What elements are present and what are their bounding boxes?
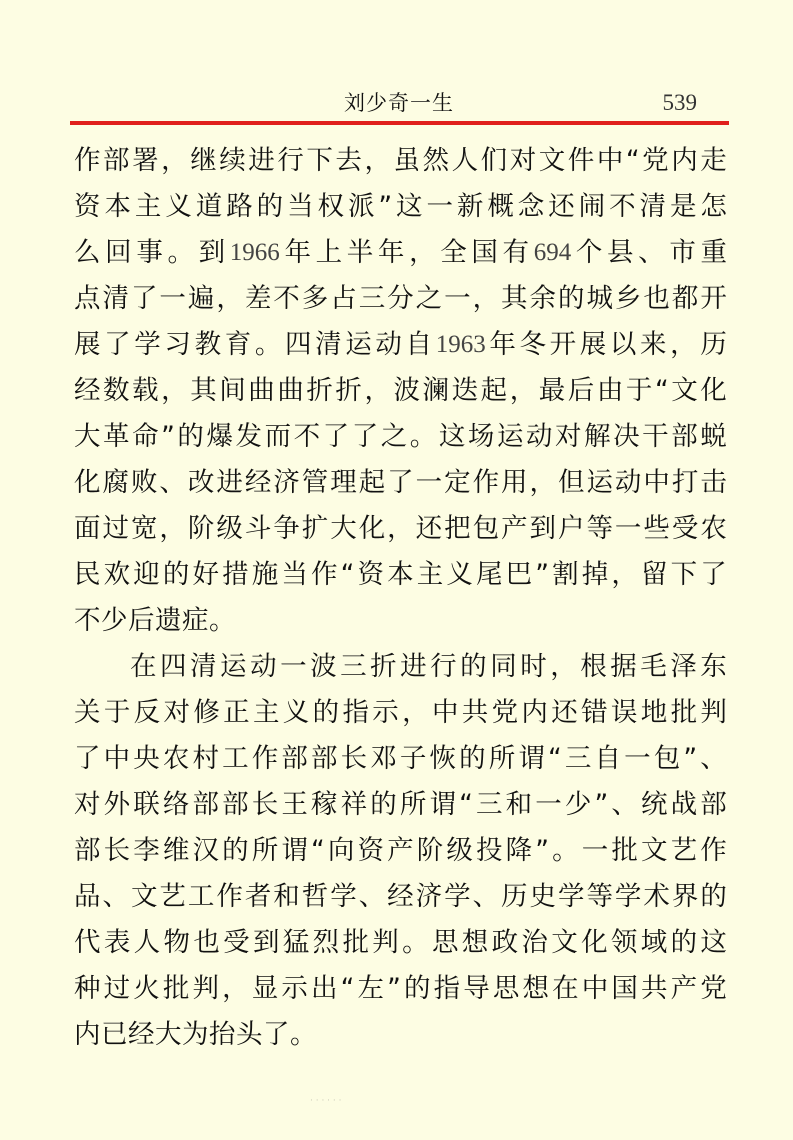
text-line: 面 过 宽 ， 阶 级 斗 争 扩 大 化 ， 还 把 包 产 到 户 等 一 些 受 农: [74, 513, 727, 544]
text-line: 点 清 了 一 遍 ， 差 不 多 占 三 分 之 一 ， 其 余 的 城 乡 也 都 开: [74, 283, 727, 314]
footer-mark: · · · · · ·: [310, 1096, 342, 1106]
paragraph: [74, 644, 727, 1058]
body-text: [74, 138, 727, 1058]
text-line: 关 于 反 对 修 正 主 义 的 指 示 ， 中 共 党 内 还 错 误 地 批 判: [74, 697, 727, 728]
text-line: 品 、 文 艺 工 作 者 和 哲 学 、 经 济 学 、 历 史 学 等 学 术 界 的: [74, 881, 727, 912]
text-line: 资 本 主 义 道 路 的 当 权 派 ” 这 一 新 概 念 还 闹 不 清 是 怎: [74, 191, 727, 222]
page-header: [70, 84, 729, 122]
book-title: 刘少奇一生: [344, 91, 454, 115]
text-line: 对 外 联 络 部 部 长 王 稼 祥 的 所 谓 “ 三 和 一 少 ” 、 统 战 部: [74, 789, 727, 820]
text-line: 内 已 经 大 为 抬 头 了 。: [74, 1019, 317, 1050]
text-line: 展 了 学 习 教 育 。 四 清 运 动 自 1963 年 冬 开 展 以 来 ， 历: [74, 329, 727, 360]
paragraph: [74, 138, 727, 644]
text-line: 在 四 清 运 动 一 波 三 折 进 行 的 同 时 ， 根 据 毛 泽 东: [130, 651, 727, 682]
text-line: 种 过 火 批 判 ， 显 示 出 “ 左 ” 的 指 导 思 想 在 中 国 共 产 党: [74, 973, 727, 1004]
text-line: 不 少 后 遗 症 。: [74, 605, 236, 636]
page-number: 539: [662, 90, 697, 115]
text-line: 么 回 事 。 到 1966 年 上 半 年 ， 全 国 有 694 个 县 、 市 重: [74, 237, 727, 268]
text-line: 化 腐 败 、 改 进 经 济 管 理 起 了 一 定 作 用 ， 但 运 动 中 打 击: [74, 467, 727, 498]
text-line: 经 数 载 ， 其 间 曲 曲 折 折 ， 波 澜 迭 起 ， 最 后 由 于 “ 文 化: [74, 375, 727, 406]
text-line: 部 长 李 维 汉 的 所 谓 “ 向 资 产 阶 级 投 降 ” 。 一 批 文 艺 作: [74, 835, 727, 866]
text-line: 民 欢 迎 的 好 措 施 当 作 “ 资 本 主 义 尾 巴 ” 割 掉 ， 留 下 了: [74, 559, 727, 590]
text-line: 作 部 署 ， 继 续 进 行 下 去 ， 虽 然 人 们 对 文 件 中 “ 党 内 走: [74, 145, 727, 176]
text-line: 大 革 命 ” 的 爆 发 而 不 了 了 之 。 这 场 运 动 对 解 决 干 部 蜕: [74, 421, 727, 452]
text-line: 了 中 央 农 村 工 作 部 部 长 邓 子 恢 的 所 谓 “ 三 自 一 包 ” 、: [74, 743, 727, 774]
header-rule: [70, 121, 729, 125]
text-line: 代 表 人 物 也 受 到 猛 烈 批 判 。 思 想 政 治 文 化 领 域 的 这: [74, 927, 727, 958]
